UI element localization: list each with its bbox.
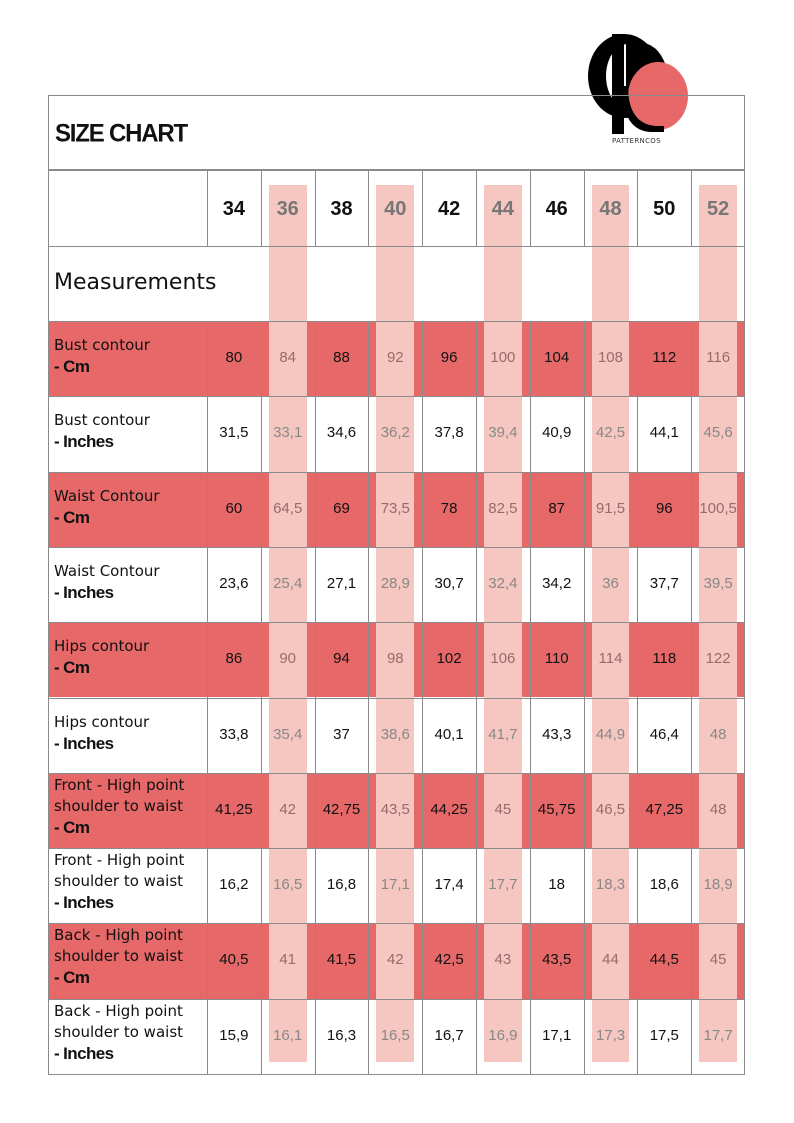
table-cell: 114 <box>598 650 623 668</box>
size-header-44: 44 <box>491 198 515 220</box>
table-cell: 48 <box>709 725 727 743</box>
table-cell: 112 <box>652 349 677 366</box>
measurement-unit: - Cm <box>54 507 90 527</box>
table-cell: 39,4 <box>488 424 518 442</box>
table-cell: 16,3 <box>326 1026 357 1044</box>
measurement-name: Hips contour <box>54 712 150 731</box>
grid-line <box>48 698 745 699</box>
table-cell: 38,6 <box>380 725 410 743</box>
size-header-36: 36 <box>276 198 299 220</box>
table-cell: 48 <box>709 800 727 818</box>
table-cell: 33,8 <box>219 725 249 743</box>
table-cell: 16,7 <box>434 1026 464 1044</box>
grid-line <box>48 622 745 623</box>
table-cell: 40,5 <box>219 951 249 969</box>
table-cell: 84 <box>279 349 297 366</box>
table-cell: 27,1 <box>326 574 357 592</box>
table-cell: 18,6 <box>649 876 679 894</box>
measurement-unit: - Inches <box>54 432 114 452</box>
table-cell: 39,5 <box>703 574 733 592</box>
table-cell: 37,7 <box>649 574 679 592</box>
size-header-52: 52 <box>706 198 730 220</box>
table-cell: 42,5 <box>434 951 464 969</box>
row-label <box>54 410 204 452</box>
table-cell: 45 <box>709 951 727 969</box>
table-cell: 73,5 <box>380 499 410 517</box>
table-cell: 41,25 <box>215 800 253 818</box>
table-cell: 104 <box>544 349 570 366</box>
measurement-unit: - Cm <box>54 968 90 988</box>
table-cell: 17,4 <box>434 876 464 894</box>
table-cell: 44,5 <box>649 951 679 969</box>
grid-line <box>48 547 745 548</box>
size-header-50: 50 <box>653 198 676 220</box>
grid-line <box>48 170 49 1074</box>
row-label <box>54 335 204 377</box>
table-cell: 116 <box>706 349 731 366</box>
table-cell: 42 <box>279 800 297 818</box>
size-header-46: 46 <box>545 198 568 220</box>
table-cell: 42,75 <box>322 800 361 818</box>
table-cell: 69 <box>333 499 350 517</box>
table-cell: 100 <box>490 349 516 366</box>
size-column-stripe <box>376 185 414 1062</box>
table-cell: 34,6 <box>326 424 357 442</box>
grid-line <box>48 1074 745 1075</box>
measurement-name: Front - High point shoulder to waist <box>54 851 185 891</box>
row-label <box>54 775 204 838</box>
table-cell: 80 <box>225 349 243 366</box>
table-cell: 78 <box>440 499 458 517</box>
table-cell: 96 <box>655 499 673 517</box>
table-cell: 43,5 <box>542 951 572 969</box>
table-cell: 82,5 <box>488 499 518 517</box>
table-cell: 45 <box>494 800 512 818</box>
measurements-label: Measurements <box>54 270 217 295</box>
table-cell: 122 <box>705 650 731 668</box>
table-cell: 36,2 <box>380 424 410 442</box>
size-column-stripe <box>592 185 630 1062</box>
table-cell: 16,9 <box>488 1026 518 1044</box>
table-cell: 118 <box>652 650 677 668</box>
measurement-unit: - Cm <box>54 357 90 376</box>
table-cell: 41,5 <box>326 951 357 969</box>
table-cell: 37 <box>333 725 350 743</box>
table-cell: 33,1 <box>273 424 303 442</box>
table-cell: 45,75 <box>537 800 576 818</box>
table-cell: 17,7 <box>488 876 518 894</box>
table-cell: 43,5 <box>380 800 410 818</box>
grid-line <box>48 246 745 247</box>
measurement-unit: - Inches <box>54 1043 114 1063</box>
table-cell: 86 <box>225 650 243 668</box>
row-label <box>54 712 204 754</box>
table-cell: 16,5 <box>380 1026 410 1044</box>
measurement-name: Hips contour <box>54 637 150 656</box>
row-label <box>54 850 204 913</box>
measurement-name: Waist Contour <box>54 486 160 505</box>
grid-line <box>48 773 745 774</box>
row-label <box>54 925 204 988</box>
table-cell: 106 <box>490 650 516 668</box>
measurement-name: Back - High point shoulder to waist <box>54 1001 184 1041</box>
size-header-42: 42 <box>437 198 461 220</box>
table-cell: 17,7 <box>703 1026 733 1044</box>
table-cell: 28,9 <box>380 574 410 592</box>
table-cell: 91,5 <box>595 499 626 517</box>
logo-wordmark: PATTERNCOS <box>612 137 661 145</box>
table-cell: 94 <box>333 650 350 668</box>
table-cell: 17,1 <box>542 1026 572 1044</box>
grid-line <box>48 848 745 849</box>
table-cell: 16,2 <box>219 876 249 894</box>
table-cell: 42 <box>386 951 404 969</box>
table-cell: 37,8 <box>434 424 464 442</box>
table-cell: 42,5 <box>595 424 626 442</box>
size-header-34: 34 <box>222 198 246 220</box>
table-cell: 47,25 <box>645 800 684 818</box>
table-cell: 60 <box>225 499 243 517</box>
size-header-48: 48 <box>599 198 622 220</box>
table-cell: 17,3 <box>595 1026 626 1044</box>
table-cell: 36 <box>602 574 619 592</box>
measurement-unit: - Inches <box>54 893 114 913</box>
table-cell: 25,4 <box>273 574 303 592</box>
grid-line <box>744 170 745 1074</box>
table-cell: 98 <box>386 650 404 668</box>
table-cell: 46,4 <box>649 725 679 743</box>
page-title: SIZE CHART <box>55 119 188 148</box>
table-cell: 17,1 <box>380 876 410 894</box>
grid-line <box>48 396 745 397</box>
measurement-name: Front - High point shoulder to waist <box>54 775 185 815</box>
table-cell: 41 <box>279 951 297 969</box>
table-cell: 17,5 <box>649 1026 679 1044</box>
size-header-40: 40 <box>384 198 407 220</box>
table-cell: 43,3 <box>542 725 572 743</box>
table-cell: 64,5 <box>273 499 303 517</box>
grid-line <box>48 321 745 322</box>
measurement-name: Bust contour <box>54 336 150 354</box>
row-label <box>54 1001 204 1064</box>
table-cell: 30,7 <box>434 574 464 592</box>
measurement-name: Bust contour <box>54 411 150 430</box>
table-cell: 90 <box>279 650 297 668</box>
measurement-name: Waist Contour <box>54 561 160 580</box>
table-cell: 40,9 <box>542 424 572 442</box>
table-cell: 15,9 <box>219 1026 249 1044</box>
table-cell: 18,3 <box>595 876 626 894</box>
row-label <box>54 486 204 528</box>
table-cell: 44,9 <box>595 725 626 743</box>
row-label <box>54 636 204 678</box>
grid-line <box>48 170 745 171</box>
table-cell: 31,5 <box>219 424 249 442</box>
table-cell: 45,6 <box>703 424 733 442</box>
grid-line <box>48 923 745 924</box>
table-cell: 35,4 <box>273 725 303 743</box>
table-cell: 16,8 <box>326 876 357 894</box>
table-cell: 44,25 <box>430 800 468 818</box>
table-cell: 88 <box>333 349 350 366</box>
measurement-unit: - Cm <box>54 817 90 837</box>
measurement-unit: - Inches <box>54 582 114 602</box>
table-cell: 44,1 <box>649 424 679 442</box>
table-cell: 96 <box>440 349 458 366</box>
measurement-unit: - Cm <box>54 658 90 678</box>
table-cell: 92 <box>386 349 404 366</box>
table-cell: 87 <box>548 499 566 517</box>
title-row <box>48 95 745 170</box>
measurement-unit: - Inches <box>54 733 114 753</box>
size-column-stripe <box>484 185 522 1062</box>
table-cell: 110 <box>544 650 569 668</box>
table-cell: 41,7 <box>488 725 518 743</box>
table-cell: 16,1 <box>273 1026 303 1044</box>
size-header-38: 38 <box>330 198 353 220</box>
table-cell: 23,6 <box>219 574 249 592</box>
table-cell: 34,2 <box>542 574 572 592</box>
row-label <box>54 561 204 603</box>
table-cell: 108 <box>597 349 623 366</box>
table-cell: 40,1 <box>434 725 464 743</box>
measurement-name: Back - High point shoulder to waist <box>54 926 184 966</box>
grid-line <box>48 472 745 473</box>
table-cell: 100,5 <box>699 499 737 517</box>
table-cell: 18,9 <box>703 876 733 894</box>
grid-line <box>48 999 745 1000</box>
table-cell: 44 <box>602 951 619 969</box>
table-cell: 46,5 <box>595 800 626 818</box>
table-cell: 32,4 <box>488 574 518 592</box>
size-column-stripe <box>269 185 307 1062</box>
table-cell: 102 <box>436 650 462 668</box>
size-column-stripe <box>699 185 737 1062</box>
table-cell: 16,5 <box>273 876 303 894</box>
table-cell: 43 <box>494 951 512 969</box>
table-cell: 18 <box>548 876 566 894</box>
